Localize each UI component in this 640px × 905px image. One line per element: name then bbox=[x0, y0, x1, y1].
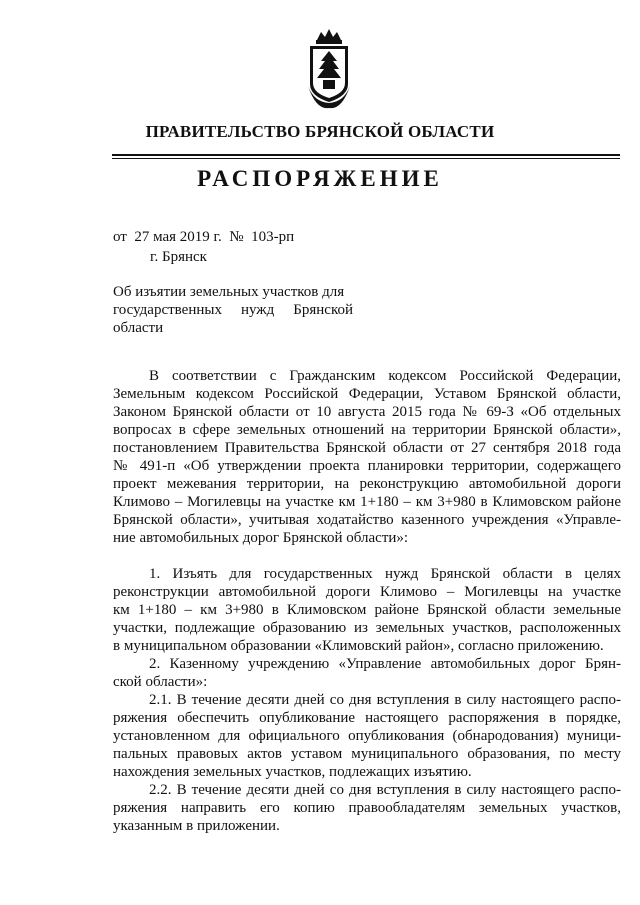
text-line: реконструкции автомобильной дороги Климово – Могилевцы на участке bbox=[113, 584, 621, 600]
document-body bbox=[113, 367, 621, 835]
text-line: проект межевания территории, на реконструкцию автомобильной дороги bbox=[113, 476, 621, 492]
text-line: нахождения земельных участков, подлежащих изъятию. bbox=[113, 764, 472, 780]
paragraph-gap bbox=[113, 547, 621, 565]
preamble-paragraph bbox=[113, 367, 621, 547]
text-line: Земельным кодексом Российской Федерации, Уставом Брянской области, bbox=[113, 386, 621, 402]
subject-line: государственных нужд Брянской bbox=[113, 302, 353, 318]
item-1-paragraph bbox=[113, 565, 621, 655]
item-2-1-paragraph bbox=[113, 691, 621, 781]
header-divider-thin bbox=[112, 158, 620, 159]
item-2-2-paragraph bbox=[113, 781, 621, 835]
text-line: постановлением Правительства Брянской области от 27 сентября 2018 года bbox=[113, 440, 621, 456]
text-line: 2.1. В течение десяти дней со дня вступления в силу настоящего распо- bbox=[149, 692, 621, 708]
bryansk-coat-of-arms-icon bbox=[302, 26, 356, 112]
text-line: пальных правовых актов уставом муниципального образования, по месту bbox=[113, 746, 621, 762]
header-divider-thick bbox=[112, 154, 620, 156]
subject-line: Об изъятии земельных участков для bbox=[113, 284, 345, 300]
item-2-paragraph bbox=[113, 655, 621, 691]
text-line: 2. Казенному учреждению «Управление автомобильных дорог Брян- bbox=[149, 656, 621, 672]
text-line: 2.2. В течение десяти дней со дня вступления в силу настоящего распо- bbox=[149, 782, 621, 798]
date-and-number: от 27 мая 2019 г. № 103-рп bbox=[113, 229, 295, 245]
text-line: ряжения направить его копию правообладателям земельных участков, bbox=[113, 800, 621, 816]
text-line: ской области»: bbox=[113, 674, 208, 690]
text-line: вопросах в сфере земельных отношений на территории Брянской области», bbox=[113, 422, 621, 438]
text-line: № 491-п «Об утверждении проекта планировки территории, содержащего bbox=[113, 458, 621, 474]
text-line: установленном для официального опубликования (обнародования) муници- bbox=[113, 728, 621, 744]
document-type-title: РАСПОРЯЖЕНИЕ bbox=[197, 166, 443, 191]
text-line: в муниципальном образовании «Климовский район», согласно приложению. bbox=[113, 638, 604, 654]
text-line: ряжения обеспечить опубликование настоящего распоряжения в порядке, bbox=[113, 710, 621, 726]
text-line: указанным в приложении. bbox=[113, 818, 280, 834]
city: г. Брянск bbox=[150, 249, 207, 265]
text-line: В соответствии с Гражданским кодексом Российской Федерации, bbox=[149, 368, 621, 384]
organization-title: ПРАВИТЕЛЬСТВО БРЯНСКОЙ ОБЛАСТИ bbox=[145, 122, 495, 141]
subject-line: области bbox=[113, 320, 164, 336]
document-subject bbox=[113, 283, 353, 337]
text-line: Брянской области», учитывая ходатайство казенного учреждения «Управле- bbox=[113, 512, 621, 528]
text-line: 1. Изъять для государственных нужд Брянской области в целях bbox=[149, 566, 621, 582]
text-line: участки, подлежащие образованию из земельных участков, расположенных bbox=[113, 620, 621, 636]
text-line: Климово – Могилевцы на участке км 1+180 – км 3+980 в Климовском районе bbox=[113, 494, 621, 510]
text-line: км 1+180 – км 3+980 в Климовском районе Брянской области земельные bbox=[113, 602, 621, 618]
text-line: ние автомобильных дорог Брянской области»: bbox=[113, 530, 409, 546]
text-line: Законом Брянской области от 10 августа 2015 года № 69-З «Об отдельных bbox=[113, 404, 621, 420]
